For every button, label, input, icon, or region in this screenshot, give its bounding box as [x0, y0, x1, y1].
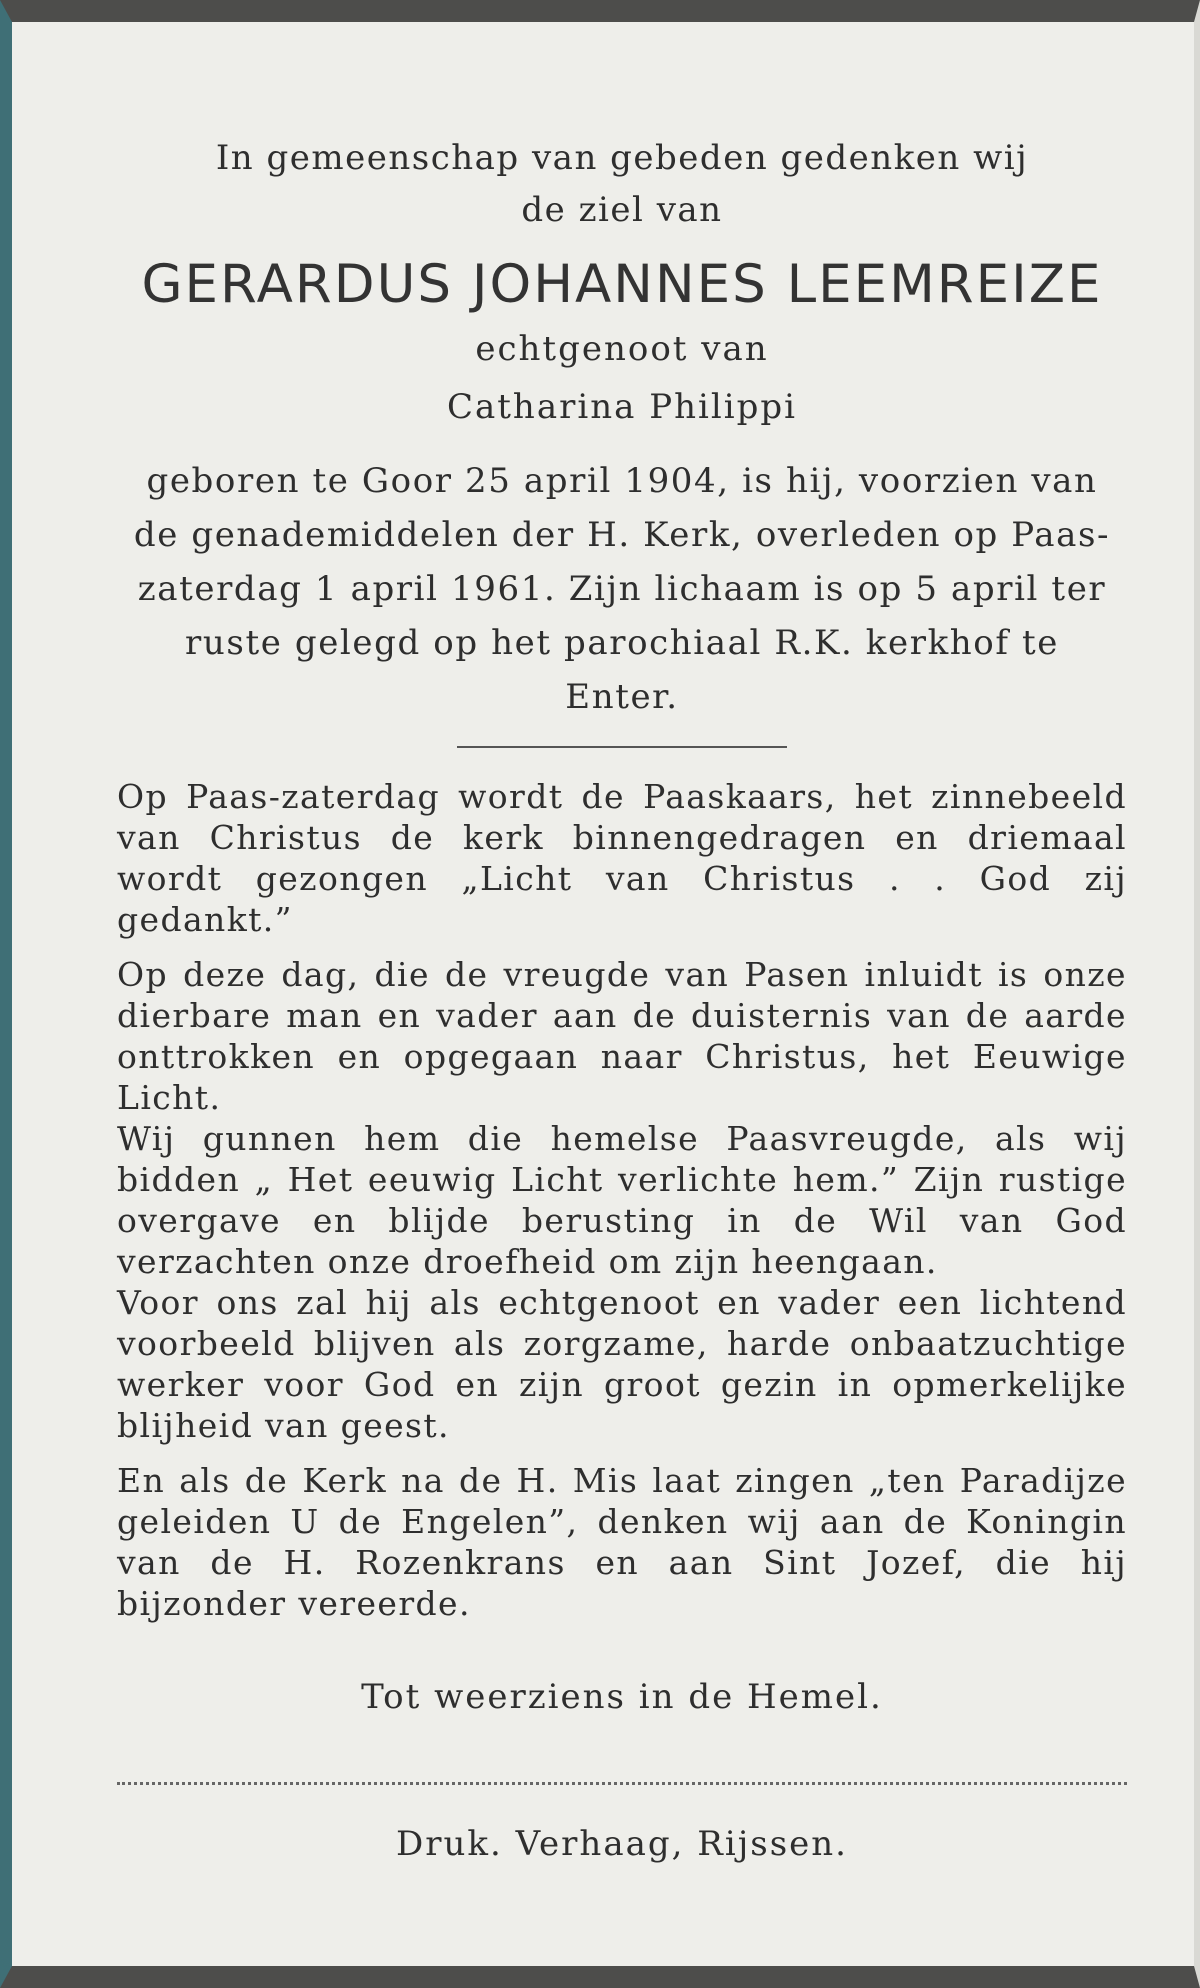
- paragraph-example: Voor ons zal hij als echtgenoot en vader een lichtend voorbeeld blijven als zorgzame, harde onbaatzuchtige werker voor God en zijn groot gezin in opmerkelijke blijheid van geest.: [117, 1283, 1127, 1445]
- relation-text: echtgenoot van: [475, 329, 769, 369]
- divider-line: [457, 746, 787, 748]
- deceased-name: GERARDUS JOHANNES LEEMREIZE: [141, 254, 1103, 315]
- closing-line: Tot weerziens in de Hemel.: [361, 1677, 883, 1717]
- dotted-divider: [117, 1782, 1127, 1785]
- birth-death-text: geboren te Goor 25 april 1904, is hij, voorzien van de genademiddelen der H. Kerk, overleden op Paas-zaterdag 1 april 1961. Zijn lichaam is op 5 april ter ruste gelegd op het parochiaal R.K. kerkhof te Enter.: [133, 461, 1111, 717]
- paragraph-eternal-light: Wij gunnen hem die hemelse Paasvreugde, als wij bidden „ Het eeuwig Licht verlichte hem.” Zijn rustige overgave en blijde berusting in de Wil van God verzachten onze droefheid om zijn heengaan.: [117, 1119, 1127, 1281]
- intro-line-1: In gemeenschap van gebeden gedenken wij: [215, 138, 1029, 178]
- paragraph-paradise: En als de Kerk na de H. Mis laat zingen „ten Paradijze geleiden U de Engelen”, denken wij aan de Koningin van de H. Rozenkrans en aan Sint Jozef, die hij bijzonder vereerde.: [117, 1461, 1127, 1623]
- intro-line-2: de ziel van: [521, 190, 723, 230]
- printer-credit: Druk. Verhaag, Rijssen.: [396, 1824, 848, 1864]
- paragraph-easter-candle: Op Paas-zaterdag wordt de Paaskaars, het zinnebeeld van Christus de kerk binnengedragen en driemaal wordt gezongen „Licht van Christus . . God zij gedankt.”: [117, 777, 1127, 939]
- paragraph-easter-day: Op deze dag, die de vreugde van Pasen inluidt is onze dierbare man en vader aan de duisternis van de aarde onttrokken en opgegaan naar Christus, het Eeuwige Licht.: [117, 955, 1127, 1117]
- card-content: [117, 132, 1127, 1962]
- spouse-name: Catharina Philippi: [446, 387, 798, 427]
